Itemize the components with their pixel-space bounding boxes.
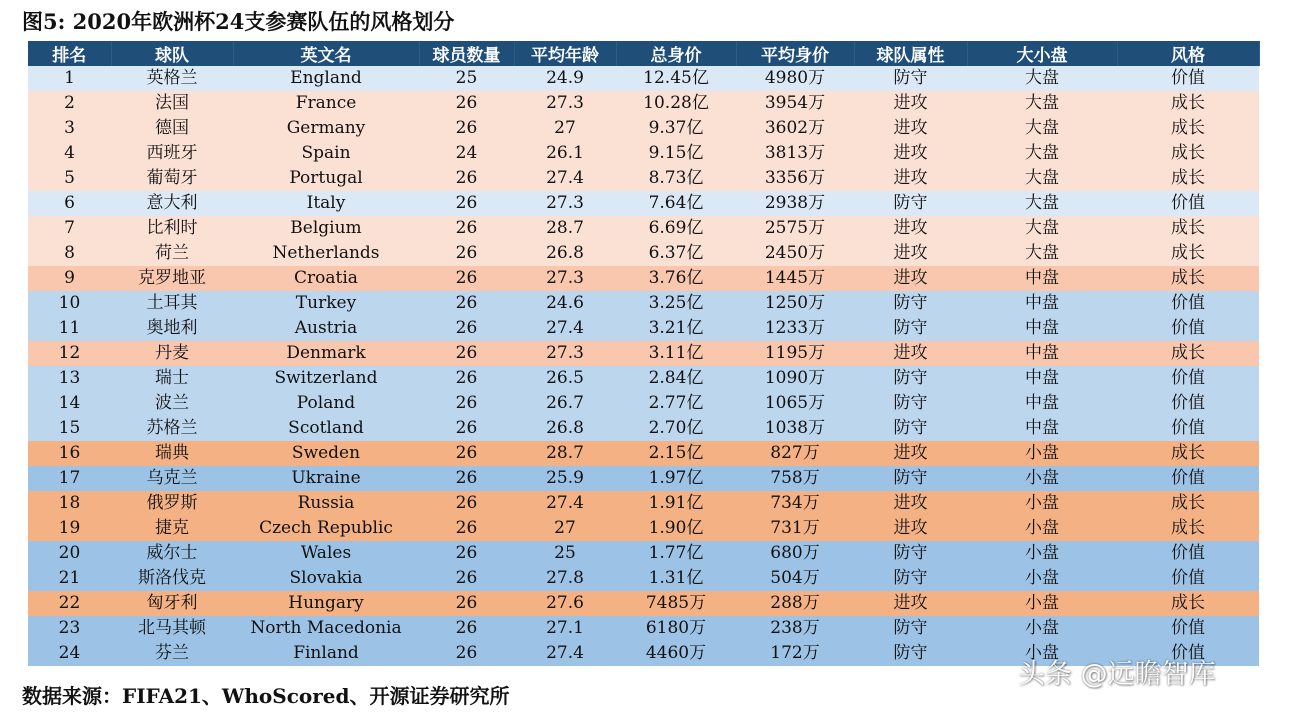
style-cell: 价值 (1171, 643, 1205, 663)
player-count-cell: 26 (455, 543, 478, 563)
source-note: 数据来源：FIFA21、WhoScored、开源证券研究所 (22, 684, 510, 708)
total-value-cell: 3.11亿 (648, 343, 704, 363)
table-row (28, 316, 1259, 341)
total-value-cell: 8.73亿 (648, 168, 704, 188)
style-cell: 成长 (1171, 343, 1205, 363)
average-value-cell: 680万 (770, 543, 820, 563)
english-name-cell: Belgium (290, 218, 362, 238)
team-cell: 比利时 (146, 218, 198, 238)
rank-cell: 10 (58, 293, 81, 313)
rank-cell: 13 (58, 368, 81, 388)
average-age-cell: 27 (554, 518, 576, 538)
table-row (28, 541, 1259, 566)
table-row (28, 291, 1259, 316)
table-row (28, 341, 1259, 366)
table-row (28, 116, 1259, 141)
team-cell: 克罗地亚 (138, 268, 206, 288)
total-value-cell: 7.64亿 (648, 193, 704, 213)
total-value-cell: 12.45亿 (643, 68, 709, 88)
rank-cell: 7 (64, 218, 75, 238)
cap-size-cell: 大盘 (1025, 218, 1059, 238)
english-name-cell: Slovakia (289, 568, 363, 588)
average-age-cell: 27.3 (546, 193, 584, 213)
player-count-cell: 26 (455, 93, 478, 113)
english-name-cell: Poland (296, 393, 356, 413)
english-name-cell: North Macedonia (250, 618, 402, 638)
total-value-cell: 4460万 (645, 643, 707, 663)
english-name-cell: Turkey (295, 293, 357, 313)
average-age-cell: 24.9 (546, 68, 584, 88)
table-row (28, 166, 1259, 191)
player-count-cell: 26 (455, 418, 478, 438)
team-cell: 奥地利 (146, 318, 198, 338)
team-cell: 苏格兰 (146, 418, 198, 438)
total-value-cell: 9.37亿 (648, 118, 704, 138)
rank-cell: 16 (58, 443, 81, 463)
average-value-cell: 172万 (770, 643, 820, 663)
team-attribute-cell: 防守 (893, 193, 928, 213)
total-value-cell: 2.84亿 (648, 368, 704, 388)
english-name-cell: England (290, 68, 362, 88)
rank-cell: 22 (58, 593, 81, 613)
table-row (28, 266, 1259, 291)
table-row (28, 416, 1259, 441)
average-age-cell: 24.6 (546, 293, 584, 313)
player-count-cell: 26 (455, 343, 478, 363)
english-name-cell: Austria (294, 318, 358, 338)
english-name-cell: Scotland (288, 418, 364, 438)
average-age-cell: 27.4 (546, 168, 584, 188)
cap-size-cell: 中盘 (1025, 268, 1059, 288)
average-age-cell: 27.4 (546, 643, 584, 663)
cap-size-cell: 小盘 (1025, 593, 1059, 613)
style-cell: 成长 (1171, 93, 1205, 113)
team-attribute-cell: 进攻 (893, 343, 928, 363)
average-age-cell: 25 (554, 543, 576, 563)
player-count-cell: 26 (455, 118, 478, 138)
cap-size-cell: 小盘 (1025, 643, 1059, 663)
player-count-cell: 26 (455, 568, 478, 588)
rank-cell: 1 (64, 68, 75, 88)
rank-cell: 17 (58, 468, 81, 488)
team-attribute-cell: 防守 (893, 393, 928, 413)
team-cell: 英格兰 (146, 68, 198, 88)
style-cell: 价值 (1171, 618, 1205, 638)
average-value-cell: 1250万 (764, 293, 826, 313)
player-count-cell: 26 (455, 618, 478, 638)
rank-cell: 12 (58, 343, 81, 363)
table-row (28, 391, 1259, 416)
style-cell: 成长 (1171, 243, 1205, 263)
column-header-average-value: 平均身价 (736, 41, 854, 66)
column-header-average-age: 平均年龄 (514, 41, 616, 66)
team-cell: 北马其顿 (138, 618, 206, 638)
team-cell: 意大利 (146, 193, 198, 213)
watermark: 头条 @远瞻智库 (1018, 659, 1216, 690)
average-value-cell: 504万 (770, 568, 820, 588)
table-row (28, 191, 1259, 216)
cap-size-cell: 中盘 (1025, 293, 1059, 313)
average-age-cell: 26.7 (546, 393, 584, 413)
cap-size-cell: 大盘 (1025, 168, 1059, 188)
team-attribute-cell: 防守 (893, 468, 928, 488)
average-value-cell: 1233万 (764, 318, 826, 338)
team-attribute-cell: 防守 (893, 368, 928, 388)
total-value-cell: 1.90亿 (648, 518, 704, 538)
column-header-team-attribute: 球队属性 (854, 41, 967, 66)
column-header-total-value: 总身价 (616, 41, 736, 66)
cap-size-cell: 小盘 (1025, 618, 1059, 638)
average-value-cell: 238万 (770, 618, 820, 638)
cap-size-cell: 中盘 (1025, 368, 1059, 388)
average-value-cell: 2575万 (764, 218, 826, 238)
column-header-cap-size: 大小盘 (967, 41, 1117, 66)
table-row (28, 466, 1259, 491)
cap-size-cell: 中盘 (1025, 418, 1059, 438)
style-cell: 成长 (1171, 268, 1205, 288)
cap-size-cell: 小盘 (1025, 443, 1059, 463)
team-attribute-cell: 进攻 (893, 243, 928, 263)
total-value-cell: 3.25亿 (648, 293, 704, 313)
english-name-cell: Russia (297, 493, 355, 513)
column-header-player-count: 球员数量 (419, 41, 514, 66)
teams-table (28, 41, 1260, 666)
team-attribute-cell: 防守 (893, 618, 928, 638)
total-value-cell: 2.77亿 (648, 393, 704, 413)
average-age-cell: 26.5 (546, 368, 584, 388)
style-cell: 价值 (1171, 468, 1205, 488)
figure-title: 图5: 2020年欧洲杯24支参赛队伍的风格划分 (22, 9, 455, 34)
team-cell: 芬兰 (155, 643, 189, 663)
english-name-cell: Denmark (286, 343, 366, 363)
style-cell: 成长 (1171, 168, 1205, 188)
average-age-cell: 26.8 (546, 418, 584, 438)
total-value-cell: 9.15亿 (648, 143, 704, 163)
table-row (28, 366, 1259, 391)
cap-size-cell: 小盘 (1025, 568, 1059, 588)
team-cell: 荷兰 (155, 243, 189, 263)
table-row (28, 241, 1259, 266)
cap-size-cell: 小盘 (1025, 493, 1059, 513)
team-cell: 瑞典 (155, 443, 189, 463)
average-value-cell: 288万 (770, 593, 820, 613)
style-cell: 价值 (1171, 293, 1205, 313)
cap-size-cell: 大盘 (1025, 93, 1059, 113)
team-cell: 法国 (155, 93, 189, 113)
english-name-cell: Italy (306, 193, 346, 213)
style-cell: 价值 (1171, 318, 1205, 338)
style-cell: 成长 (1171, 218, 1205, 238)
cap-size-cell: 小盘 (1025, 468, 1059, 488)
average-value-cell: 2450万 (764, 243, 826, 263)
style-cell: 价值 (1171, 568, 1205, 588)
team-attribute-cell: 进攻 (893, 443, 928, 463)
average-value-cell: 827万 (770, 443, 820, 463)
rank-cell: 20 (58, 543, 81, 563)
total-value-cell: 6.69亿 (648, 218, 704, 238)
team-cell: 丹麦 (155, 343, 189, 363)
team-attribute-cell: 进攻 (893, 493, 928, 513)
cap-size-cell: 大盘 (1025, 243, 1059, 263)
cap-size-cell: 中盘 (1025, 393, 1059, 413)
average-age-cell: 27.6 (546, 593, 584, 613)
total-value-cell: 3.21亿 (648, 318, 704, 338)
team-cell: 瑞士 (155, 368, 189, 388)
rank-cell: 6 (64, 193, 75, 213)
team-cell: 捷克 (155, 518, 189, 538)
style-cell: 价值 (1171, 68, 1205, 88)
team-attribute-cell: 防守 (893, 318, 928, 338)
rank-cell: 24 (58, 643, 81, 663)
average-age-cell: 27 (554, 118, 576, 138)
total-value-cell: 1.91亿 (648, 493, 704, 513)
english-name-cell: Wales (300, 543, 352, 563)
total-value-cell: 1.77亿 (648, 543, 704, 563)
player-count-cell: 26 (455, 443, 478, 463)
table-row (28, 216, 1259, 241)
team-attribute-cell: 进攻 (893, 268, 928, 288)
player-count-cell: 26 (455, 643, 478, 663)
rank-cell: 11 (58, 318, 81, 338)
total-value-cell: 1.31亿 (648, 568, 704, 588)
average-value-cell: 758万 (770, 468, 820, 488)
rank-cell: 18 (58, 493, 81, 513)
cap-size-cell: 中盘 (1025, 343, 1059, 363)
style-cell: 价值 (1171, 418, 1205, 438)
total-value-cell: 6180万 (645, 618, 707, 638)
english-name-cell: Finland (293, 643, 359, 663)
english-name-cell: Spain (301, 143, 351, 163)
total-value-cell: 3.76亿 (648, 268, 704, 288)
average-age-cell: 27.8 (546, 568, 584, 588)
style-cell: 成长 (1171, 143, 1205, 163)
team-cell: 俄罗斯 (146, 493, 198, 513)
table-row (28, 616, 1259, 641)
player-count-cell: 26 (455, 493, 478, 513)
cap-size-cell: 大盘 (1025, 143, 1059, 163)
average-value-cell: 731万 (770, 518, 820, 538)
rank-cell: 8 (64, 243, 75, 263)
cap-size-cell: 大盘 (1025, 118, 1059, 138)
cap-size-cell: 中盘 (1025, 318, 1059, 338)
team-attribute-cell: 进攻 (893, 168, 928, 188)
average-value-cell: 4980万 (764, 68, 826, 88)
player-count-cell: 26 (455, 593, 478, 613)
average-value-cell: 1195万 (764, 343, 826, 363)
player-count-cell: 26 (455, 218, 478, 238)
team-cell: 威尔士 (146, 543, 198, 563)
average-value-cell: 3954万 (764, 93, 826, 113)
english-name-cell: Ukraine (291, 468, 361, 488)
average-value-cell: 2938万 (764, 193, 826, 213)
player-count-cell: 24 (455, 143, 478, 163)
english-name-cell: Sweden (291, 443, 361, 463)
average-age-cell: 27.3 (546, 268, 584, 288)
cap-size-cell: 大盘 (1025, 193, 1059, 213)
player-count-cell: 26 (455, 368, 478, 388)
average-value-cell: 1065万 (764, 393, 826, 413)
column-header-team: 球队 (111, 41, 233, 66)
style-cell: 价值 (1171, 393, 1205, 413)
rank-cell: 5 (64, 168, 75, 188)
style-cell: 价值 (1171, 543, 1205, 563)
english-name-cell: France (295, 93, 357, 113)
total-value-cell: 2.15亿 (648, 443, 704, 463)
average-age-cell: 26.8 (546, 243, 584, 263)
rank-cell: 3 (64, 118, 75, 138)
table-row (28, 491, 1259, 516)
english-name-cell: Netherlands (272, 243, 380, 263)
style-cell: 成长 (1171, 118, 1205, 138)
player-count-cell: 26 (455, 293, 478, 313)
cap-size-cell: 大盘 (1025, 68, 1059, 88)
rank-cell: 14 (58, 393, 81, 413)
player-count-cell: 26 (455, 268, 478, 288)
rank-cell: 9 (64, 268, 75, 288)
table-row (28, 591, 1259, 616)
player-count-cell: 25 (455, 68, 478, 88)
total-value-cell: 1.97亿 (648, 468, 704, 488)
table-row (28, 516, 1259, 541)
average-age-cell: 27.4 (546, 318, 584, 338)
style-cell: 成长 (1171, 593, 1205, 613)
table-row (28, 66, 1259, 91)
english-name-cell: Czech Republic (259, 518, 393, 538)
average-age-cell: 25.9 (546, 468, 584, 488)
player-count-cell: 26 (455, 468, 478, 488)
average-age-cell: 27.4 (546, 493, 584, 513)
player-count-cell: 26 (455, 168, 478, 188)
team-attribute-cell: 进攻 (893, 518, 928, 538)
team-cell: 西班牙 (146, 143, 198, 163)
average-value-cell: 1090万 (764, 368, 826, 388)
average-age-cell: 27.1 (546, 618, 584, 638)
team-attribute-cell: 防守 (893, 418, 928, 438)
team-cell: 土耳其 (146, 293, 198, 313)
cap-size-cell: 小盘 (1025, 518, 1059, 538)
total-value-cell: 2.70亿 (648, 418, 704, 438)
player-count-cell: 26 (455, 318, 478, 338)
english-name-cell: Hungary (288, 593, 364, 613)
table-row (28, 566, 1259, 591)
style-cell: 成长 (1171, 493, 1205, 513)
team-cell: 葡萄牙 (146, 168, 198, 188)
table-header-row (28, 41, 1259, 66)
total-value-cell: 7485万 (645, 593, 707, 613)
team-attribute-cell: 进攻 (893, 593, 928, 613)
english-name-cell: Switzerland (274, 368, 378, 388)
style-cell: 成长 (1171, 443, 1205, 463)
team-attribute-cell: 进攻 (893, 93, 928, 113)
average-age-cell: 27.3 (546, 343, 584, 363)
total-value-cell: 6.37亿 (648, 243, 704, 263)
cap-size-cell: 小盘 (1025, 543, 1059, 563)
table-row (28, 91, 1259, 116)
english-name-cell: Germany (286, 118, 366, 138)
rank-cell: 21 (58, 568, 81, 588)
average-age-cell: 27.3 (546, 93, 584, 113)
team-attribute-cell: 进攻 (893, 218, 928, 238)
column-header-style: 风格 (1117, 41, 1259, 66)
rank-cell: 19 (58, 518, 81, 538)
rank-cell: 2 (64, 93, 75, 113)
style-cell: 价值 (1171, 368, 1205, 388)
average-age-cell: 28.7 (546, 443, 584, 463)
total-value-cell: 10.28亿 (643, 93, 709, 113)
average-value-cell: 3356万 (764, 168, 826, 188)
team-cell: 德国 (155, 118, 189, 138)
table-row (28, 441, 1259, 466)
team-attribute-cell: 进攻 (893, 118, 928, 138)
rank-cell: 4 (64, 143, 75, 163)
english-name-cell: Croatia (294, 268, 358, 288)
player-count-cell: 26 (455, 243, 478, 263)
rank-cell: 15 (58, 418, 81, 438)
player-count-cell: 26 (455, 193, 478, 213)
average-value-cell: 734万 (770, 493, 820, 513)
style-cell: 成长 (1171, 518, 1205, 538)
average-value-cell: 1445万 (764, 268, 826, 288)
team-cell: 波兰 (155, 393, 189, 413)
average-value-cell: 1038万 (764, 418, 826, 438)
team-attribute-cell: 防守 (893, 543, 928, 563)
average-age-cell: 28.7 (546, 218, 584, 238)
player-count-cell: 26 (455, 393, 478, 413)
column-header-rank: 排名 (28, 41, 111, 66)
table-row (28, 141, 1259, 166)
average-age-cell: 26.1 (546, 143, 584, 163)
average-value-cell: 3813万 (764, 143, 826, 163)
team-cell: 匈牙利 (146, 593, 198, 613)
team-cell: 斯洛伐克 (138, 568, 206, 588)
team-attribute-cell: 防守 (893, 643, 928, 663)
team-attribute-cell: 防守 (893, 293, 928, 313)
team-cell: 乌克兰 (146, 468, 198, 488)
english-name-cell: Portugal (289, 168, 363, 188)
rank-cell: 23 (58, 618, 81, 638)
team-attribute-cell: 防守 (893, 568, 928, 588)
average-value-cell: 3602万 (764, 118, 826, 138)
team-attribute-cell: 进攻 (893, 143, 928, 163)
player-count-cell: 26 (455, 518, 478, 538)
style-cell: 价值 (1171, 193, 1205, 213)
team-attribute-cell: 防守 (893, 68, 928, 88)
column-header-english-name: 英文名 (233, 41, 419, 66)
